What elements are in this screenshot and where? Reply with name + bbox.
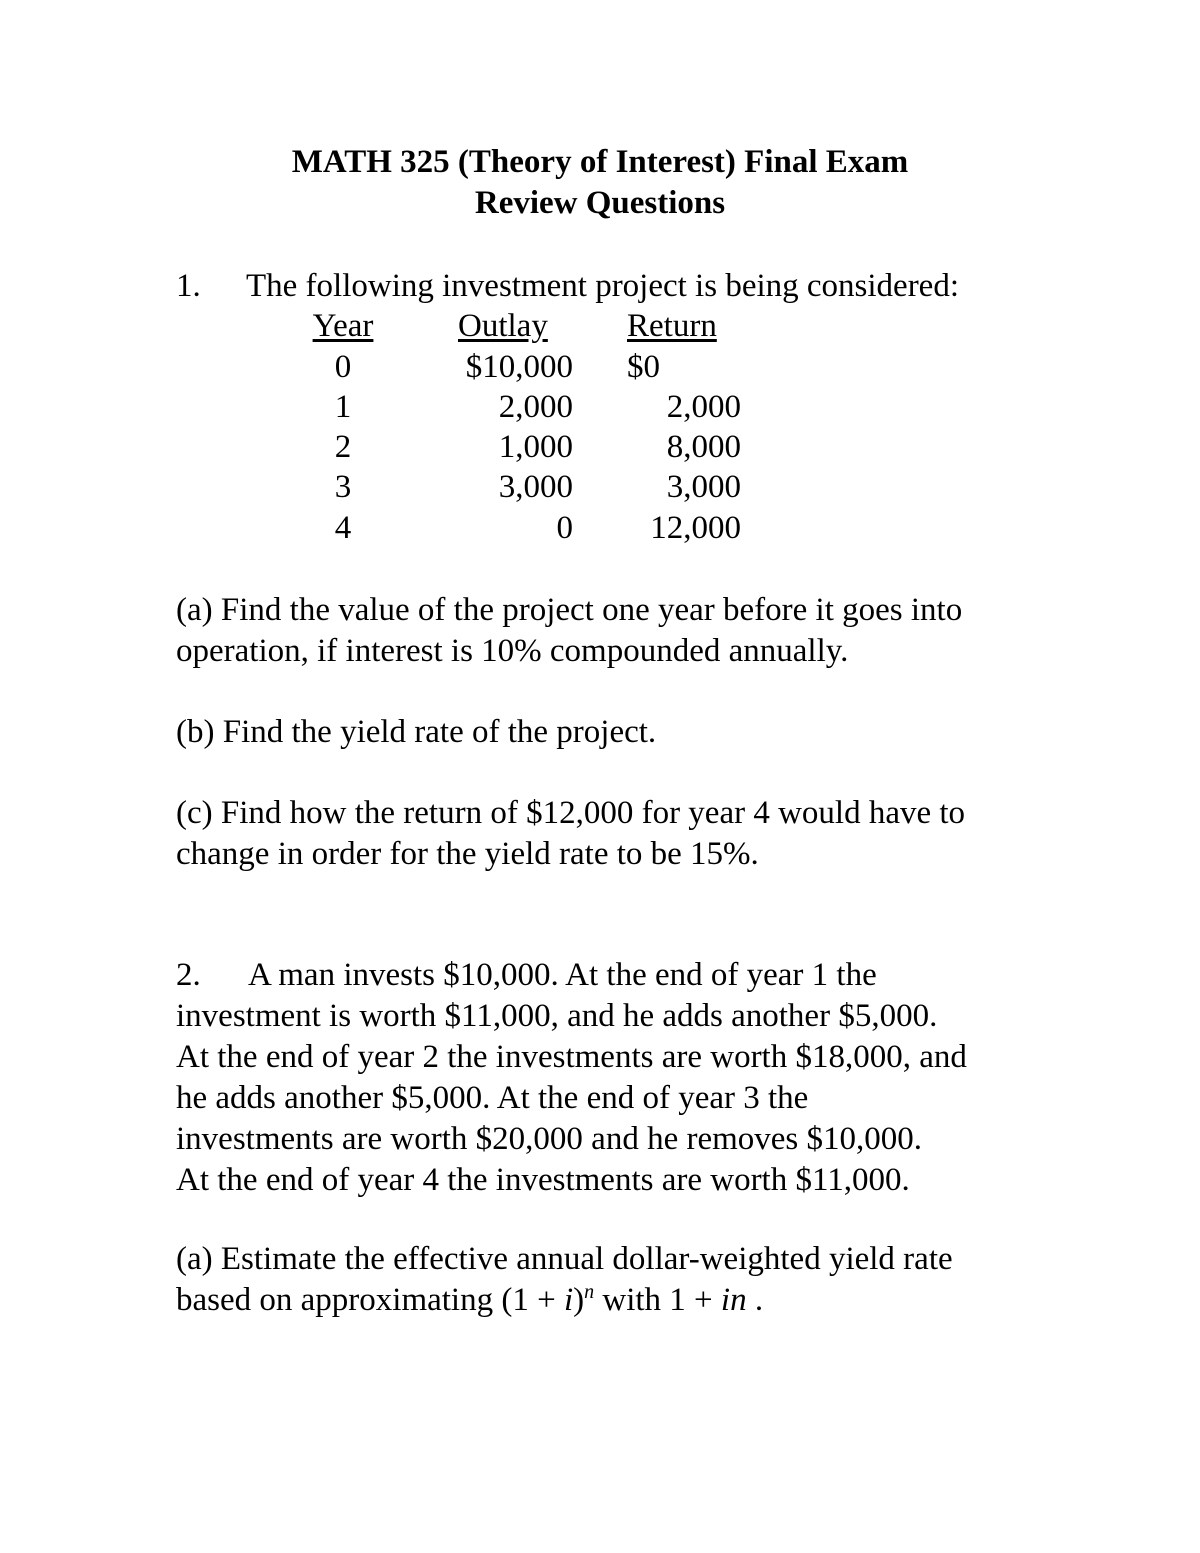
paragraph-line: he adds another $5,000. At the end of year 3 the	[176, 1080, 809, 1116]
question-2-part-a	[176, 1239, 1076, 1321]
table-cell-outlay: 3,000	[498, 469, 573, 505]
paragraph-line: (b) Find the yield rate of the project.	[176, 714, 657, 750]
table-cell-year: 1	[334, 389, 352, 425]
exam-subtitle: Review Questions	[474, 185, 726, 221]
paragraph-line: change in order for the yield rate to be 15%.	[176, 836, 759, 872]
paragraph-line: investment is worth $11,000, and he adds another $5,000.	[176, 998, 938, 1034]
paragraph-line: At the end of year 2 the investments are worth $18,000, and	[176, 1039, 967, 1075]
table-header-year: Year	[312, 308, 374, 344]
table-cell-return: $0	[627, 349, 660, 385]
table-cell-return: 2,000	[666, 389, 741, 425]
formula-paren: )	[573, 1282, 585, 1318]
paragraph-line: (c) Find how the return of $12,000 for year 4 would have to	[176, 795, 966, 831]
table-cell-year: 2	[334, 429, 352, 465]
formula-variable-in: in	[720, 1282, 747, 1318]
table-header-return: Return	[627, 308, 717, 344]
paragraph-line-formula	[176, 1280, 1076, 1321]
table-cell-outlay: $10,000	[465, 349, 573, 385]
table-cell-year: 3	[334, 469, 352, 505]
paragraph-line: (a) Find the value of the project one year before it goes into	[176, 592, 963, 628]
paragraph-line: (a) Estimate the effective annual dollar-weighted yield rate	[176, 1241, 953, 1277]
table-header-outlay: Outlay	[458, 308, 548, 344]
table-cell-year: 0	[334, 349, 352, 385]
table-cell-return: 3,000	[666, 469, 741, 505]
table-cell-outlay: 1,000	[498, 429, 573, 465]
question-1-part-a	[176, 590, 1076, 672]
table-cell-return: 8,000	[666, 429, 741, 465]
paragraph-line: investments are worth $20,000 and he removes $10,000.	[176, 1121, 923, 1157]
formula-variable-n: n	[584, 1281, 595, 1303]
formula-text: with 1 +	[594, 1282, 721, 1318]
table-cell-return: 12,000	[650, 510, 741, 546]
question-2-body	[176, 996, 1076, 1201]
question-1-part-c	[176, 793, 1076, 875]
table-cell-year: 4	[334, 510, 352, 546]
question-2-line: A man invests $10,000. At the end of year 1 the	[248, 957, 877, 993]
question-1-intro: The following investment project is being considered:	[246, 268, 959, 304]
paragraph-line: operation, if interest is 10% compounded annually.	[176, 633, 849, 669]
formula-exponent-n	[584, 1281, 594, 1303]
formula-text: based on approximating (1 +	[176, 1282, 564, 1318]
table-cell-outlay: 0	[556, 510, 573, 546]
exam-title: MATH 325 (Theory of Interest) Final Exam	[291, 144, 909, 180]
question-2-number: 2.	[176, 957, 201, 993]
question-1-number: 1.	[176, 268, 201, 304]
formula-variable-i: i	[563, 1282, 574, 1318]
table-cell-outlay: 2,000	[498, 389, 573, 425]
paragraph-line: At the end of year 4 the investments are worth $11,000.	[176, 1162, 910, 1198]
question-1-part-b	[176, 712, 1076, 753]
formula-text: .	[746, 1282, 764, 1318]
